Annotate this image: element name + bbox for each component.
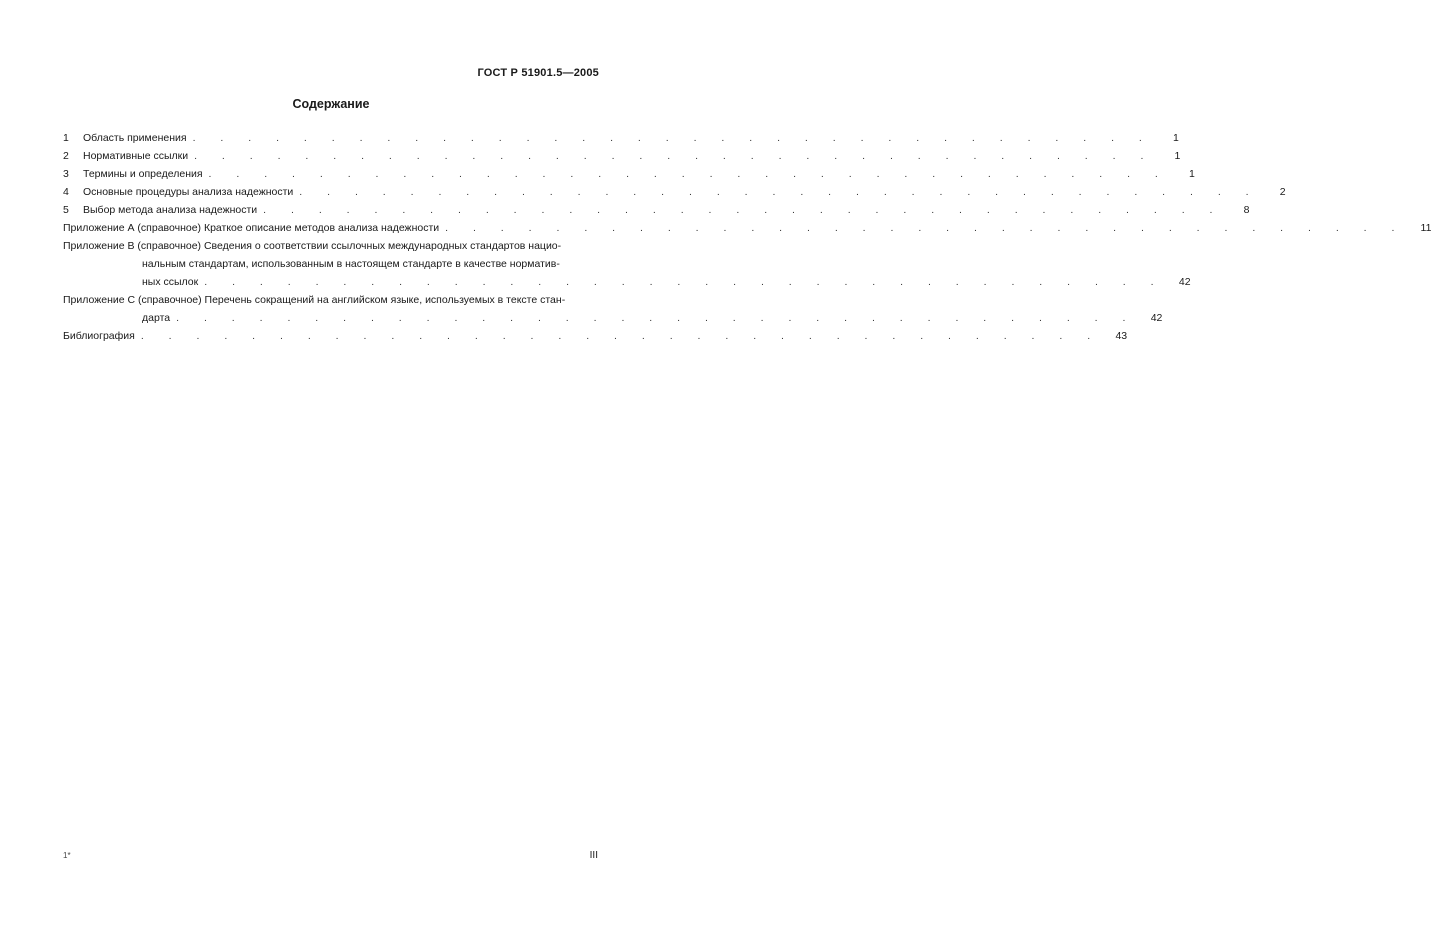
dot-leader: . . . . . . . . . . . . . . . . . . . . . . . . . . . . . . . . . . .: [176, 312, 1137, 324]
dot-leader: . . . . . . . . . . . . . . . . . . . . . . . . . . . . . . . . . . .: [263, 204, 1224, 216]
dot-leader: . . . . . . . . . . . . . . . . . . . . . . . . . . . . . . . . . . .: [194, 150, 1155, 162]
toc-entry[interactable]: [63, 165, 1195, 183]
toc-entry-label: Область применения: [83, 132, 187, 144]
toc-entry-label: Нормативные ссылки: [83, 150, 189, 162]
dot-leader: . . . . . . . . . . . . . . . . . . . . . . . . . . . . . . . . . . .: [192, 132, 1153, 144]
toc-entry-label: Приложение В (справочное) Сведения о соответствии ссылочных международных стандартов нацио-: [63, 240, 562, 252]
toc-entry[interactable]: [63, 147, 1181, 165]
toc-entry-label: Основные процедуры анализа надежности: [83, 186, 294, 198]
toc-entry-label: Выбор метода анализа надежности: [83, 204, 258, 216]
dot-leader: . . . . . . . . . . . . . . . . . . . . . . . . . . . . . . . . . . .: [204, 276, 1165, 288]
toc-entry-label-continued: нальным стандартам, использованным в настоящем стандарте в качестве норматив-: [142, 258, 560, 270]
page-number: III: [589, 850, 598, 861]
dot-leader: . . . . . . . . . . . . . . . . . . . . . . . . . . . . . . . . . . .: [208, 168, 1169, 180]
toc-entry-label: Библиография: [63, 330, 135, 342]
toc-entry-page: 11: [1420, 222, 1431, 234]
toc-entry[interactable]: [63, 129, 1179, 147]
table-of-contents: [63, 129, 1431, 345]
toc-entry-number: 4: [63, 186, 69, 198]
page-title: Содержание: [292, 97, 370, 111]
toc-entry-number: 5: [63, 204, 69, 216]
toc-entry-page: 43: [1115, 330, 1128, 342]
toc-entry-label-continued: ных ссылок: [142, 276, 199, 288]
toc-entry-page: 42: [1150, 312, 1163, 324]
toc-entry-number: 2: [63, 150, 69, 162]
toc-entry-number: 3: [63, 168, 69, 180]
toc-entry-page: 2: [1279, 186, 1286, 198]
toc-entry-page: 42: [1178, 276, 1191, 288]
toc-entry-page: 8: [1243, 204, 1250, 216]
toc-appendix-b[interactable]: [63, 237, 1191, 291]
toc-entry-number: 1: [63, 132, 69, 144]
footer-mark: 1*: [63, 851, 71, 860]
toc-entry-label: Термины и определения: [83, 168, 203, 180]
toc-entry[interactable]: [63, 201, 1250, 219]
toc-entry-page: 1: [1173, 132, 1179, 144]
toc-bibliography[interactable]: [63, 327, 1128, 345]
toc-entry-label: Приложение С (справочное) Перечень сокращений на английском языке, используемых в тексте стан-: [63, 294, 566, 306]
dot-leader: . . . . . . . . . . . . . . . . . . . . . . . . . . . . . . . . . . .: [140, 330, 1102, 342]
toc-entry-page: 1: [1174, 150, 1181, 162]
toc-entry-page: 1: [1189, 168, 1195, 180]
standard-code: ГОСТ Р 51901.5—2005: [477, 67, 599, 79]
toc-entry-label-continued: дарта: [142, 312, 171, 324]
dot-leader: . . . . . . . . . . . . . . . . . . . . . . . . . . . . . . . . . . .: [445, 222, 1406, 234]
toc-appendix-a[interactable]: [63, 219, 1431, 237]
dot-leader: . . . . . . . . . . . . . . . . . . . . . . . . . . . . . . . . . . .: [299, 186, 1260, 198]
toc-entry[interactable]: [63, 183, 1286, 201]
toc-appendix-c[interactable]: [63, 291, 1163, 327]
toc-entry-label: Приложение А (справочное) Краткое описание методов анализа надежности: [63, 222, 440, 234]
